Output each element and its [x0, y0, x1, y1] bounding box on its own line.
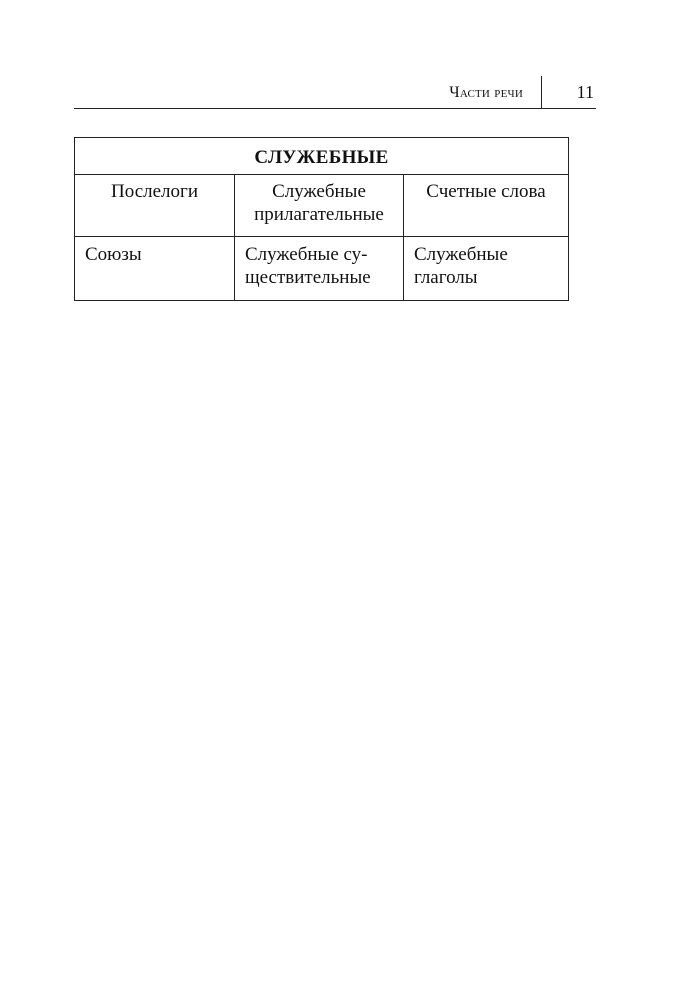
running-head [74, 76, 596, 109]
page-number: 11 [576, 82, 594, 102]
table-cell: Служебные прилагательные [235, 175, 404, 237]
table-cell: Служебные су-ществительные [235, 237, 404, 301]
table-cell: Союзы [75, 237, 235, 301]
header-divider [541, 76, 542, 108]
table-row [75, 237, 569, 301]
table-cell: Служебные глаголы [404, 237, 569, 301]
table-cell: Счетные слова [404, 175, 569, 237]
table-row [75, 175, 569, 237]
function-words-table [74, 137, 569, 301]
section-title: Части речи [449, 84, 523, 101]
table-cell: Послелоги [75, 175, 235, 237]
table-title: СЛУЖЕБНЫЕ [75, 138, 569, 175]
